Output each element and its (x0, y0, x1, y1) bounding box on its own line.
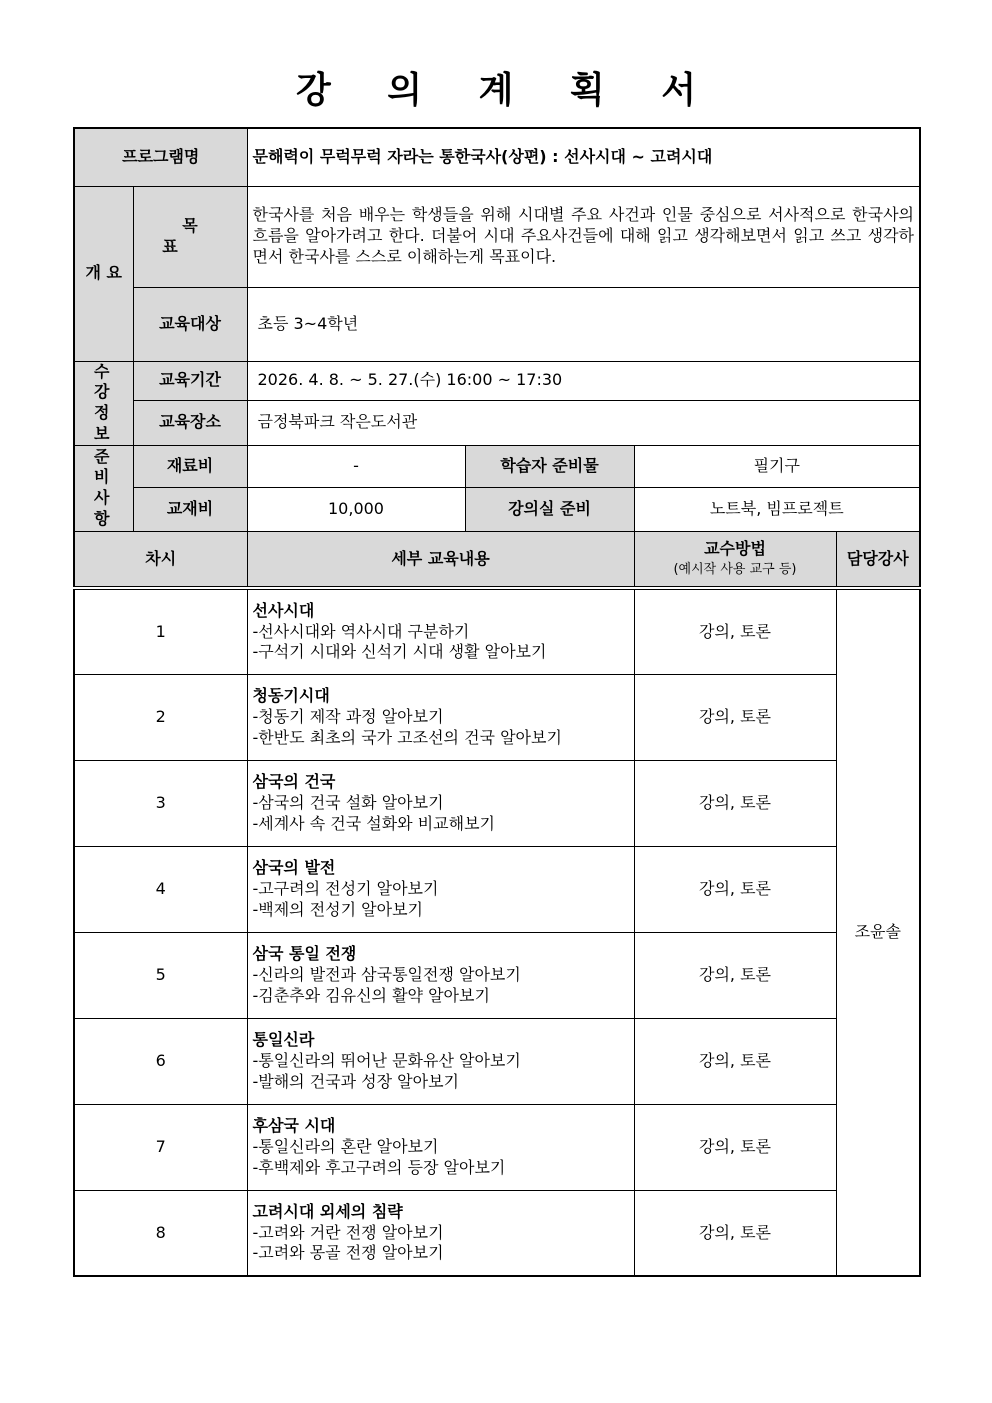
period-row (74, 361, 920, 400)
session-method: 강의, 토론 (634, 846, 836, 932)
content-header: 세부 교육내용 (247, 531, 634, 588)
target-label: 교육대상 (133, 287, 247, 361)
session-row (74, 1190, 920, 1276)
session-detail-line: -통일신라의 혼란 알아보기 (252, 1136, 439, 1156)
session-detail-line: -청동기 제작 과정 알아보기 (252, 706, 444, 726)
schedule-header-row (74, 531, 920, 588)
session-detail-line: -김춘추와 김유신의 활약 알아보기 (252, 985, 490, 1005)
session-detail-line: -발해의 건국과 성장 알아보기 (252, 1071, 460, 1091)
session-content (247, 674, 634, 760)
session-title: 삼국의 발전 (252, 857, 336, 877)
session-title: 통일신라 (252, 1029, 315, 1049)
session-content (247, 846, 634, 932)
textbook-fee-row (74, 487, 920, 531)
room-prep-value: 노트북, 빔프로젝트 (634, 487, 920, 531)
session-detail-line: -통일신라의 뛰어난 문화유산 알아보기 (252, 1050, 521, 1070)
overview-label: 개 요 (74, 186, 133, 361)
session-method: 강의, 토론 (634, 674, 836, 760)
session-row (74, 846, 920, 932)
session-title: 삼국 통일 전쟁 (252, 943, 357, 963)
session-detail-line: -선사시대와 역사시대 구분하기 (252, 621, 470, 641)
session-detail-line: -고려와 거란 전쟁 알아보기 (252, 1222, 444, 1242)
learner-prep-value: 필기구 (634, 445, 920, 487)
period-label: 교육기간 (133, 361, 247, 400)
target-value: 초등 3~4학년 (247, 287, 920, 361)
session-detail-line: -백제의 전성기 알아보기 (252, 899, 424, 919)
method-header-label: 교수방법 (704, 539, 766, 559)
room-prep-label: 강의실 준비 (465, 487, 634, 531)
session-number: 2 (74, 674, 247, 760)
lecture-plan-table (73, 127, 921, 1277)
material-fee-value: - (247, 445, 465, 487)
session-content (247, 760, 634, 846)
place-row (74, 400, 920, 445)
session-method: 강의, 토론 (634, 588, 836, 674)
session-number: 3 (74, 760, 247, 846)
session-number: 1 (74, 588, 247, 674)
session-detail-line: -구석기 시대와 신석기 시대 생활 알아보기 (252, 642, 547, 662)
document-title: 강 의 계 획 서 (295, 70, 718, 111)
session-title: 고려시대 외세의 침략 (252, 1201, 403, 1221)
program-row (74, 128, 920, 186)
session-content (247, 1104, 634, 1190)
session-number: 4 (74, 846, 247, 932)
method-header-sub: (예시작 사용 교구 등) (673, 561, 797, 577)
session-method: 강의, 토론 (634, 932, 836, 1018)
session-row (74, 588, 920, 674)
session-content (247, 1190, 634, 1276)
session-title: 후삼국 시대 (252, 1115, 336, 1135)
preparation-label-2: 사 항 (94, 488, 114, 528)
session-number: 6 (74, 1018, 247, 1104)
textbook-fee-label: 교재비 (133, 487, 247, 531)
session-detail-line: -한반도 최초의 국가 고조선의 건국 알아보기 (252, 727, 562, 747)
session-content (247, 932, 634, 1018)
session-detail-line: -세계사 속 건국 설화와 비교해보기 (252, 813, 496, 833)
session-row (74, 1018, 920, 1104)
session-detail-line: -신라의 발전과 삼국통일전쟁 알아보기 (252, 964, 521, 984)
material-fee-row (74, 445, 920, 487)
session-content (247, 588, 634, 674)
goal-text: 한국사를 처음 배우는 학생들을 위해 시대별 주요 사건과 인물 중심으로 서사적으로 한국사의 흐름을 알아가려고 한다. 더불어 시대 주요사건들에 대해 읽고 생각해보면서 읽고 쓰고 생각하면서 한국사를 스스로 이해하는게 목표이다. (247, 186, 920, 287)
learner-prep-label: 학습자 준비물 (465, 445, 634, 487)
goal-row (74, 186, 920, 287)
session-title: 삼국의 건국 (252, 771, 336, 791)
session-method: 강의, 토론 (634, 1190, 836, 1276)
session-header: 차시 (74, 531, 247, 588)
session-method: 강의, 토론 (634, 760, 836, 846)
session-title: 선사시대 (252, 600, 315, 620)
target-row (74, 287, 920, 361)
instructor-name: 조윤솔 (836, 588, 920, 1276)
session-detail-line: -고구려의 전성기 알아보기 (252, 878, 439, 898)
course-info-label-2: 정 보 (94, 403, 114, 443)
session-row (74, 760, 920, 846)
session-row (74, 1104, 920, 1190)
preparation-label-1: 준 비 (94, 446, 114, 487)
instructor-header: 담당강사 (836, 531, 920, 588)
method-header (634, 531, 836, 588)
session-title: 청동기시대 (252, 685, 330, 705)
period-value: 2026. 4. 8. ~ 5. 27.(수) 16:00 ~ 17:30 (247, 361, 920, 400)
course-info-label (74, 361, 133, 445)
textbook-fee-value: 10,000 (247, 487, 465, 531)
session-detail-line: -후백제와 후고구려의 등장 알아보기 (252, 1157, 506, 1177)
session-detail-line: -고려와 몽골 전쟁 알아보기 (252, 1243, 444, 1263)
session-method: 강의, 토론 (634, 1018, 836, 1104)
program-name: 문해력이 무럭무럭 자라는 통한국사(상편) : 선사시대 ~ 고려시대 (247, 128, 920, 186)
session-number: 5 (74, 932, 247, 1018)
session-content (247, 1018, 634, 1104)
session-number: 8 (74, 1190, 247, 1276)
course-info-label-1: 수 강 (94, 361, 114, 402)
session-detail-line: -삼국의 건국 설화 알아보기 (252, 792, 444, 812)
material-fee-label: 재료비 (133, 445, 247, 487)
session-method: 강의, 토론 (634, 1104, 836, 1190)
goal-label: 목 표 (133, 186, 247, 287)
place-label: 교육장소 (133, 400, 247, 445)
session-row (74, 674, 920, 760)
program-label: 프로그램명 (74, 128, 247, 186)
place-value: 금정북파크 작은도서관 (247, 400, 920, 445)
session-number: 7 (74, 1104, 247, 1190)
session-row (74, 932, 920, 1018)
preparation-label (74, 445, 133, 531)
